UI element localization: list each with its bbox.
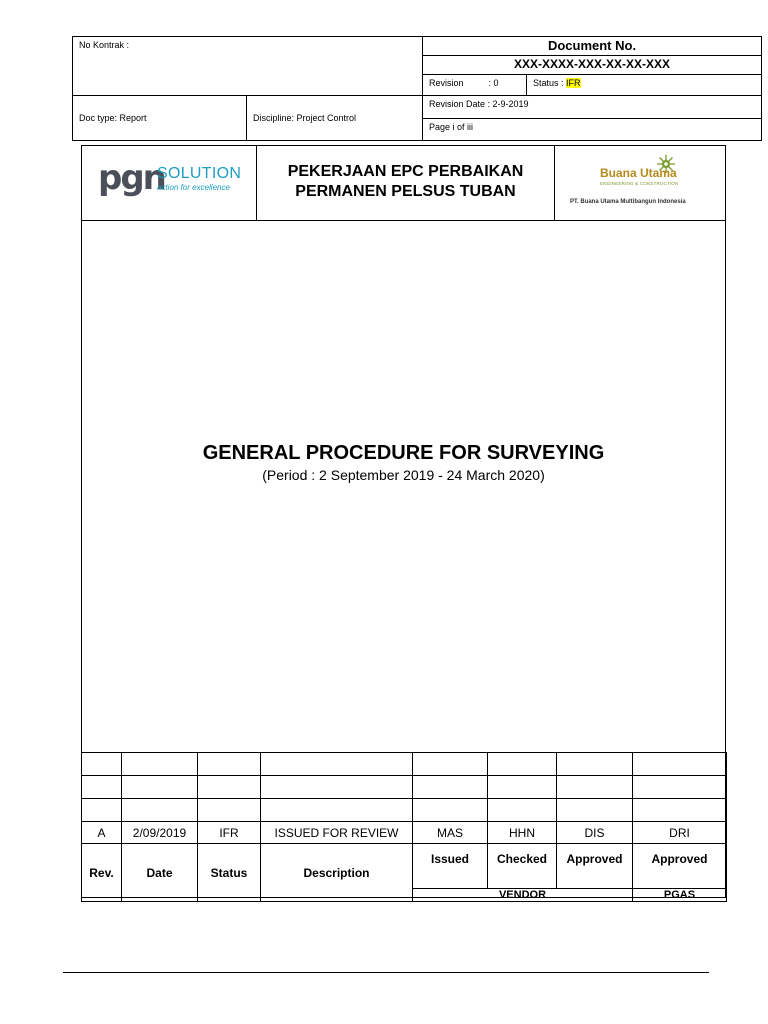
buana-logo-tagline: ENGINEERING & CONSTRUCTION: [600, 181, 679, 186]
document-number-title: Document No.: [423, 37, 762, 56]
revision-label: Revision: [429, 78, 464, 88]
revision-header-row: [82, 844, 727, 889]
date-cell: 2/09/2019: [122, 822, 198, 844]
approved-pgas-cell: DRI: [633, 822, 727, 844]
pgas-group-header: PGAS: [633, 889, 727, 902]
pgn-logo-mark: pgn: [98, 158, 165, 198]
description-header: Description: [261, 844, 413, 902]
page-indicator: Page i of iii: [423, 118, 762, 141]
status-value: IFR: [566, 78, 581, 88]
status-cell: IFR: [198, 822, 261, 844]
document-header: [72, 36, 762, 141]
status-cell: [527, 75, 762, 96]
approved-pgas-header: Approved: [633, 844, 727, 889]
project-title-line1: PEKERJAAN EPC PERBAIKAN: [287, 163, 524, 180]
pgn-solution-logo: [82, 146, 257, 220]
revision-blank-row: [82, 799, 727, 822]
vendor-group-header: VENDOR: [413, 889, 633, 902]
approved-vendor-header: Approved: [557, 844, 633, 889]
document-period: (Period : 2 September 2019 - 24 March 2020): [262, 467, 545, 483]
date-header: Date: [122, 844, 198, 902]
project-title-line2: PERMANEN PELSUS TUBAN: [295, 183, 516, 200]
discipline: Discipline: Project Control: [247, 96, 423, 141]
footer-divider: [63, 972, 709, 973]
revision-blank-row: [82, 776, 727, 799]
approved-vendor-cell: DIS: [557, 822, 633, 844]
revision-row: [82, 822, 727, 844]
buana-company-name: PT. Buana Utama Multibangun Indonesia: [570, 199, 686, 205]
revision-value: : 0: [488, 78, 499, 88]
buana-utama-logo: [556, 146, 725, 220]
revision-table: [81, 752, 727, 902]
cover-header: [82, 146, 725, 221]
contract-label: No Kontrak :: [79, 40, 130, 50]
issued-cell: MAS: [413, 822, 488, 844]
pgn-logo-tagline: action for excellence: [157, 183, 230, 192]
rev-header: Rev.: [82, 844, 122, 902]
rev-cell: A: [82, 822, 122, 844]
status-label: Status :: [533, 78, 564, 88]
checked-cell: HHN: [488, 822, 557, 844]
buana-logo-name: Buana Utama: [600, 166, 677, 180]
checked-header: Checked: [488, 844, 557, 889]
pgn-logo-solution: SOLUTION: [157, 165, 242, 182]
status-header: Status: [198, 844, 261, 902]
description-cell: ISSUED FOR REVIEW: [261, 822, 413, 844]
document-main-title: GENERAL PROCEDURE FOR SURVEYING: [202, 442, 605, 464]
document-number-code: XXX-XXXX-XXX-XX-XX-XXX: [423, 56, 762, 75]
issued-header: Issued: [413, 844, 488, 889]
contract-cell: [73, 37, 423, 96]
revision-date: Revision Date : 2-9-2019: [423, 96, 762, 119]
revision-cell: [423, 75, 527, 96]
revision-blank-row: [82, 753, 727, 776]
doc-type: Doc type: Report: [73, 96, 247, 141]
project-title: [257, 146, 555, 220]
